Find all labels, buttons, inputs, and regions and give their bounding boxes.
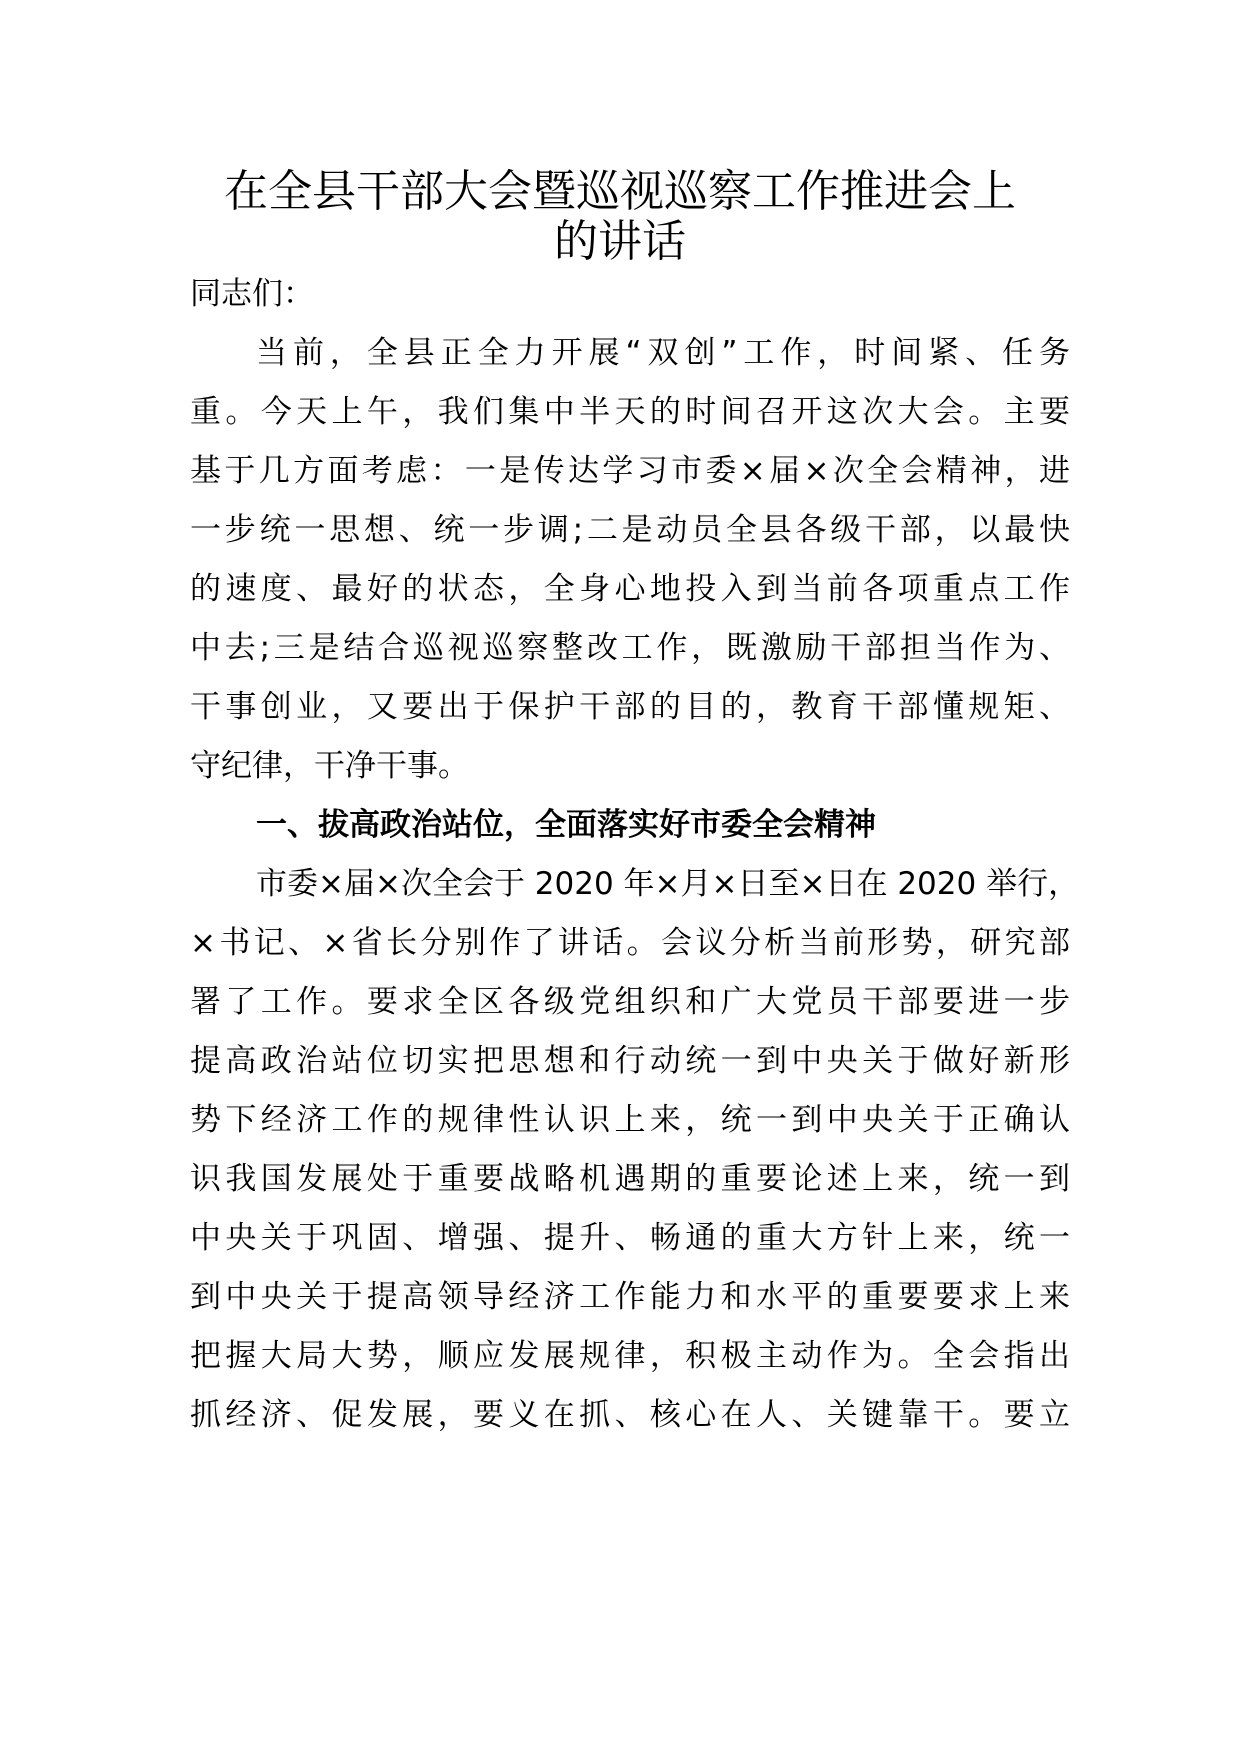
paragraph-line: 势下经济工作的规律性认识上来，统一到中央关于正确认 (190, 1102, 1070, 1138)
paragraph-line: 干事创业，又要出于保护干部的目的，教育干部懂规矩、 (190, 689, 1070, 725)
paragraph-line: 提高政治站位切实把思想和行动统一到中央关于做好新形 (190, 1043, 1070, 1079)
paragraph-line: 一步统一思想、统一步调;二是动员全县各级干部，以最快 (190, 512, 1070, 548)
paragraph-line: 市委×届×次全会于 2020 年×月×日至×日在 2020 举行， (256, 866, 1080, 902)
document-title-line-2: 的讲话 (554, 216, 686, 267)
paragraph-line: 基于几方面考虑：一是传达学习市委×届×次全会精神，进 (190, 453, 1070, 489)
paragraph-line: 到中央关于提高领导经济工作能力和水平的重要要求上来 (190, 1279, 1070, 1315)
paragraph-line: 识我国发展处于重要战略机遇期的重要论述上来，统一到 (190, 1161, 1070, 1197)
paragraph-line: 把握大局大势，顺应发展规律，积极主动作为。全会指出 (190, 1338, 1070, 1374)
greeting: 同志们： (190, 276, 314, 312)
paragraph-line: 当前，全县正全力开展“双创”工作，时间紧、任务 (256, 335, 1070, 371)
paragraph-line: ×书记、×省长分别作了讲话。会议分析当前形势，研究部 (190, 925, 1070, 961)
section-heading: 一、拔高政治站位，全面落实好市委全会精神 (256, 807, 876, 843)
paragraph-line: 抓经济、促发展，要义在抓、核心在人、关键靠干。要立 (190, 1397, 1070, 1433)
paragraph-line: 署了工作。要求全区各级党组织和广大党员干部要进一步 (190, 984, 1070, 1020)
paragraph-line: 重。今天上午，我们集中半天的时间召开这次大会。主要 (190, 394, 1070, 430)
paragraph-line: 中央关于巩固、增强、提升、畅通的重大方针上来，统一 (190, 1220, 1070, 1256)
paragraph-line: 守纪律，干净干事。 (190, 748, 469, 784)
document-title-line-1: 在全县干部大会暨巡视巡察工作推进会上 (224, 166, 1016, 217)
paragraph-line: 的速度、最好的状态，全身心地投入到当前各项重点工作 (190, 571, 1070, 607)
paragraph-line: 中去;三是结合巡视巡察整改工作，既激励干部担当作为、 (190, 630, 1070, 666)
